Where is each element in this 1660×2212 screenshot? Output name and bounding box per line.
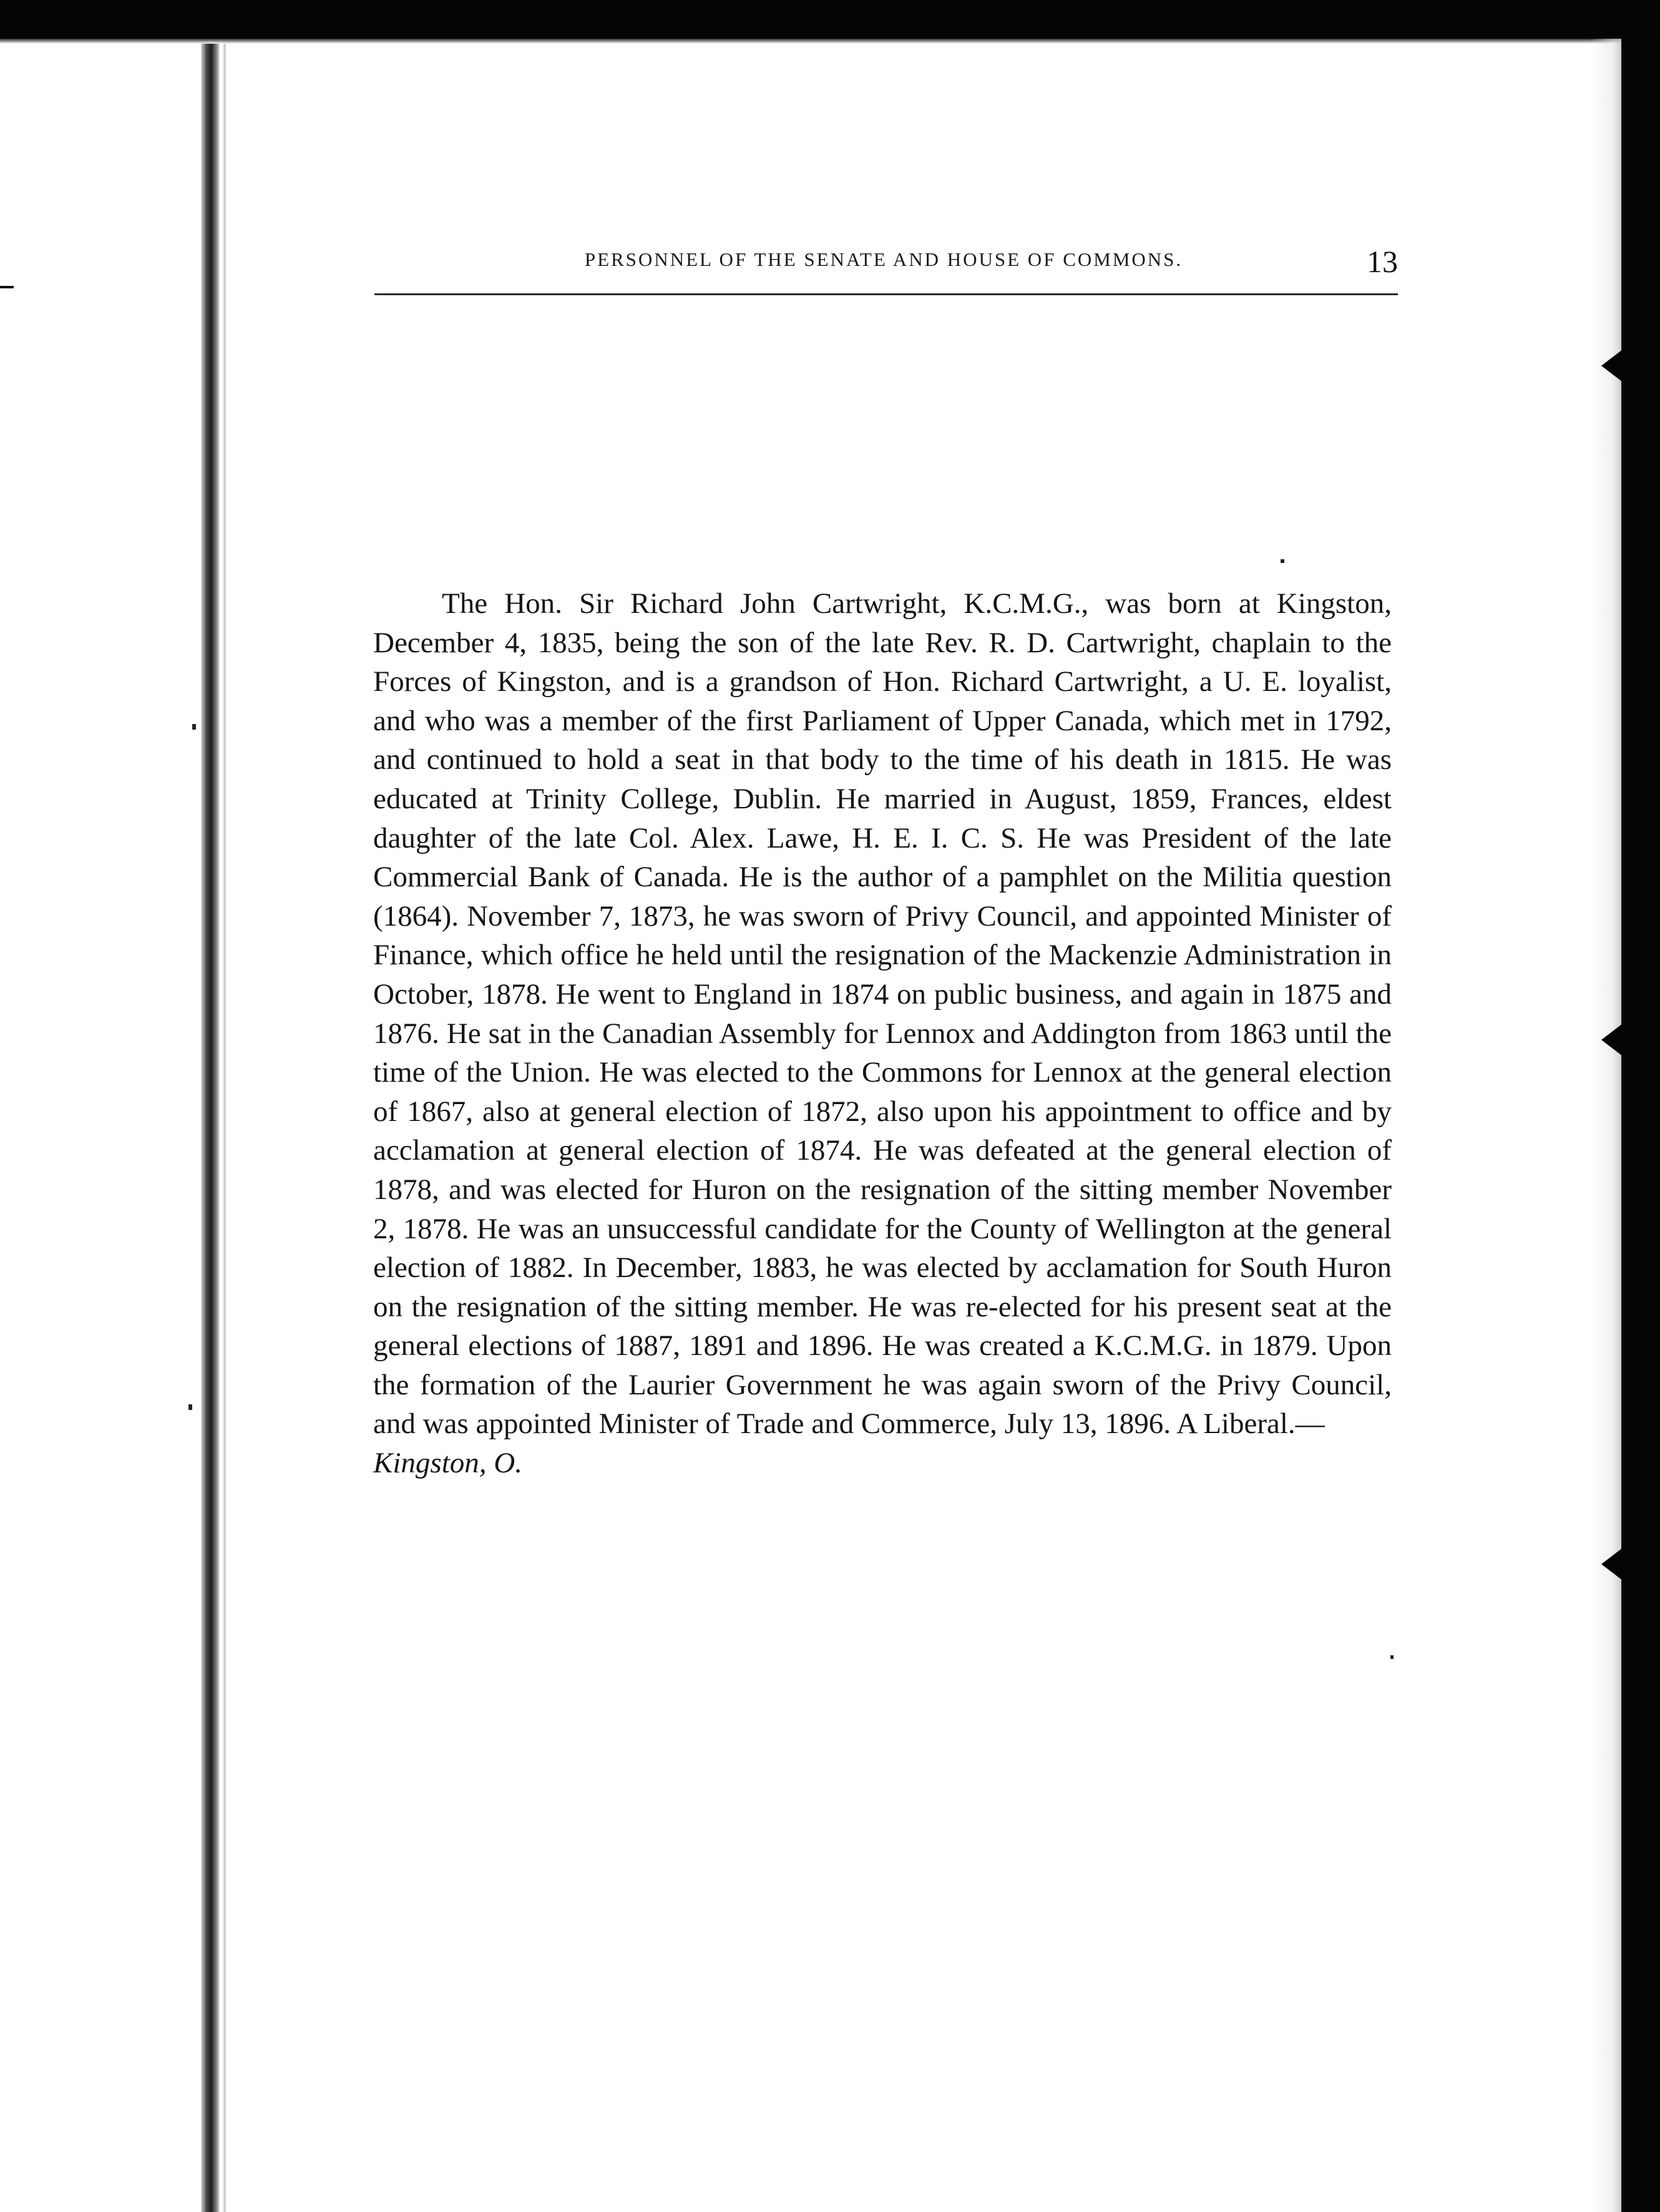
running-head: PERSONNEL OF THE SENATE AND HOUSE OF COMMONS. <box>584 248 1183 270</box>
scan-speck <box>192 724 196 730</box>
gutter-edge <box>223 44 226 2212</box>
biography-text: The Hon. Sir Richard John Cartwright, K.C.M.G., was born at Kingston, December 4, 1835, being the son of the late Rev. R. D. Cartwright, chaplain to the Forces of Kingston, and is a grandson of Hon. Richard Cartwright, a U. E. loyalist, and who was a member of the first Parliament of Upper Canada, which met in 1792, and continued to hold a seat in that body to the time of his death in 1815. He was educated at Trinity College, Dublin. He married in August, 1859, Frances, eldest daughter of the late Col. Alex. Lawe, H. E. I. C. S. He was President of the late Commercial Bank of Canada. He is the author of a pamphlet on the Militia question (1864). November 7, 1873, he was sworn of Privy Council, and appointed Minister of Finance, which office he held until the resignation of the Mackenzie Administration in October, 1878. He went to England in 1874 on public business, and again in 1875 and 1876. He sat in the Canadian Assembly for Lennox and Addington from 1863 until the time of the Union. He was elected to the Commons for Lennox at the general election of 1867, also at general election of 1872, also upon his appointment to office and by acclamation at general election of 1874. He was defeated at the general election of 1878, and was elected for Huron on the resignation of the sitting member November 2, 1878. He was an unsuccessful candidate for the County of Wellington at the general election of 1882. In December, 1883, he was elected by acclamation for South Huron on the resignation of the sitting member. He was re-elected for his present seat at the general elections of 1887, 1891 and 1896. He was created a K.C.M.G. in 1879. Upon the formation of the Laurier Government he was again sworn of the Privy Council, and was appointed Minister of Trade and Commerce, July 13, 1896. A Liberal.— <box>373 587 1392 1441</box>
scan-top-border <box>0 0 1660 39</box>
page-edge-notch <box>1601 1024 1623 1056</box>
header-rule <box>374 293 1398 295</box>
scan-speck <box>188 1404 192 1410</box>
biography-entry <box>373 584 1392 1483</box>
scan-top-shadow <box>0 39 1660 44</box>
scan-speck <box>1281 559 1284 563</box>
constituency-place: Kingston, O. <box>373 1447 522 1480</box>
scan-right-border <box>1621 39 1660 2212</box>
biography-paragraph <box>373 584 1392 1483</box>
page-edge-notch <box>1601 1548 1623 1580</box>
page-edge-notch <box>1601 350 1623 382</box>
scan-speck <box>1390 1655 1394 1659</box>
page-number: 13 <box>1367 244 1398 279</box>
page-header <box>374 244 1398 286</box>
left-margin-mark <box>0 286 14 288</box>
book-gutter <box>201 44 220 2212</box>
